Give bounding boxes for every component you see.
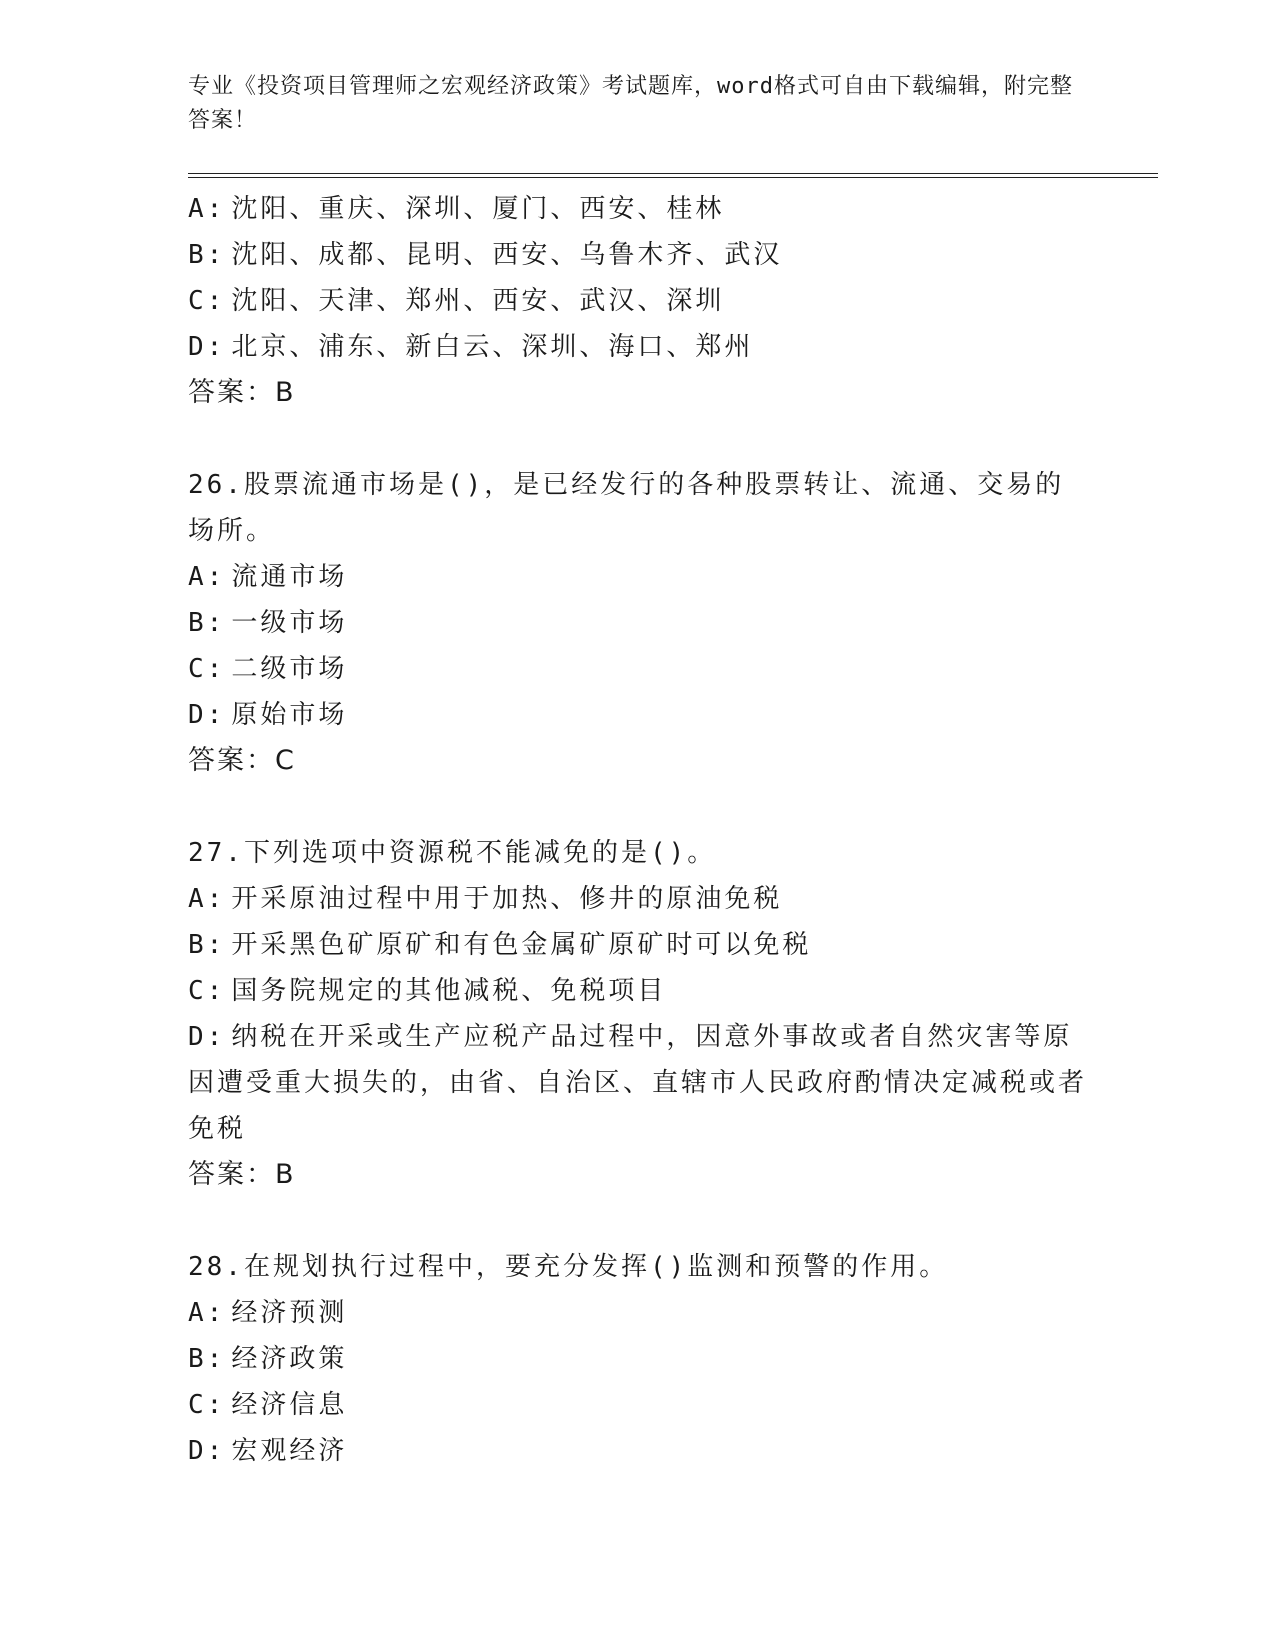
option-text: 北京、浦东、新白云、深圳、海口、郑州 <box>231 332 754 362</box>
option-text: 经济信息 <box>231 1390 348 1420</box>
option-c <box>188 1382 1158 1428</box>
option-letter: A: <box>188 194 226 224</box>
option-c <box>188 646 1158 692</box>
option-a <box>188 186 1158 232</box>
option-letter: C: <box>188 1390 226 1420</box>
option-d <box>188 1428 1158 1474</box>
question-stem: 26.股票流通市场是()，是已经发行的各种股票转让、流通、交易的场所。 <box>188 470 1065 546</box>
option-text: 二级市场 <box>231 654 348 684</box>
option-d <box>188 324 1158 370</box>
option-letter: A: <box>188 884 226 914</box>
option-letter: B: <box>188 930 226 960</box>
option-b <box>188 922 1158 968</box>
option-d <box>188 1014 1088 1152</box>
option-text: 原始市场 <box>231 700 348 730</box>
document-page <box>188 70 1158 1474</box>
document-header: 专业《投资项目管理师之宏观经济政策》考试题库，word格式可自由下载编辑，附完整答案！ <box>188 74 1073 133</box>
option-letter: B: <box>188 608 226 638</box>
question-block-28 <box>188 1244 1158 1474</box>
question-stem: 27.下列选项中资源税不能减免的是()。 <box>188 838 717 868</box>
option-c <box>188 278 1158 324</box>
option-text: 一级市场 <box>231 608 348 638</box>
question-stem: 28.在规划执行过程中，要充分发挥()监测和预警的作用。 <box>188 1252 949 1282</box>
spacer <box>188 416 1158 462</box>
option-text: 经济政策 <box>231 1344 348 1374</box>
option-a <box>188 876 1158 922</box>
option-text: 沈阳、成都、昆明、西安、乌鲁木齐、武汉 <box>231 240 783 270</box>
option-text: 经济预测 <box>231 1298 348 1328</box>
option-b <box>188 232 1158 278</box>
option-letter: B: <box>188 1344 226 1374</box>
option-c <box>188 968 1158 1014</box>
spacer <box>188 1198 1158 1244</box>
answer-line: 答案：B <box>188 1159 296 1190</box>
question-block-25 <box>188 186 1158 416</box>
option-letter: D: <box>188 700 226 730</box>
answer-line: 答案：C <box>188 745 296 776</box>
option-text: 沈阳、重庆、深圳、厦门、西安、桂林 <box>231 194 725 224</box>
option-b <box>188 600 1158 646</box>
option-letter: D: <box>188 1022 226 1052</box>
option-text: 宏观经济 <box>231 1436 348 1466</box>
option-text: 国务院规定的其他减税、免税项目 <box>231 976 667 1006</box>
option-letter: C: <box>188 976 226 1006</box>
header-divider <box>188 173 1158 178</box>
option-letter: A: <box>188 1298 226 1328</box>
option-letter: A: <box>188 562 226 592</box>
option-letter: C: <box>188 286 226 316</box>
option-text: 流通市场 <box>231 562 348 592</box>
answer-line: 答案：B <box>188 377 296 408</box>
question-block-27 <box>188 830 1158 1198</box>
option-a <box>188 1290 1158 1336</box>
option-text: 沈阳、天津、郑州、西安、武汉、深圳 <box>231 286 725 316</box>
option-b <box>188 1336 1158 1382</box>
option-text: 纳税在开采或生产应税产品过程中，因意外事故或者自然灾害等原因遭受重大损失的，由省、自治区、直辖市人民政府酌情决定减税或者免税 <box>188 1022 1088 1144</box>
option-letter: C: <box>188 654 226 684</box>
question-list <box>188 186 1158 1474</box>
spacer <box>188 784 1158 830</box>
option-letter: B: <box>188 240 226 270</box>
option-a <box>188 554 1158 600</box>
option-text: 开采黑色矿原矿和有色金属矿原矿时可以免税 <box>231 930 812 960</box>
option-letter: D: <box>188 332 226 362</box>
option-letter: D: <box>188 1436 226 1466</box>
option-text: 开采原油过程中用于加热、修井的原油免税 <box>231 884 783 914</box>
question-block-26 <box>188 462 1158 784</box>
option-d <box>188 692 1158 738</box>
